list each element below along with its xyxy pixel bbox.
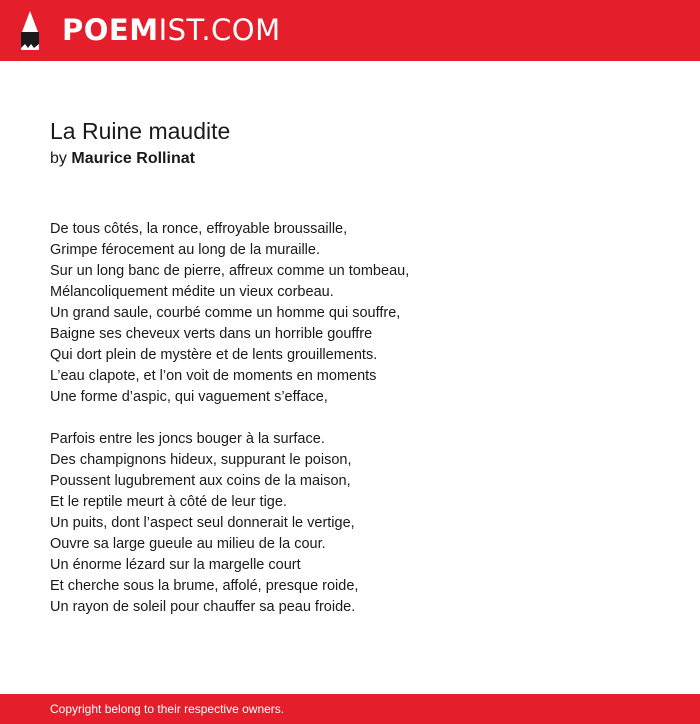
poem-line: L’eau clapote, et l’on voit de moments en moments bbox=[50, 368, 377, 384]
poem-line: Qui dort plein de mystère et de lents grouillements. bbox=[50, 347, 378, 363]
pencil-icon[interactable] bbox=[17, 10, 43, 52]
logo-text-bold: POEM bbox=[62, 13, 159, 47]
copyright-text: Copyright belong to their respective owners. bbox=[50, 702, 285, 716]
site-header bbox=[0, 0, 700, 61]
poem-line: Un énorme lézard sur la margelle court bbox=[50, 557, 301, 573]
site-footer bbox=[0, 694, 700, 724]
poem-line: Une forme d’aspic, qui vaguement s’efface, bbox=[50, 389, 328, 405]
poem-line: De tous côtés, la ronce, effroyable broussaille, bbox=[50, 221, 348, 237]
stanza bbox=[50, 429, 670, 618]
site-logo[interactable] bbox=[62, 13, 281, 47]
poem-line: Parfois entre les joncs bouger à la surface. bbox=[50, 431, 325, 447]
poem-line: Ouvre sa large gueule au milieu de la cour. bbox=[50, 536, 326, 552]
poem-line: Et le reptile meurt à côté de leur tige. bbox=[50, 494, 287, 510]
poem-line: Un puits, dont l’aspect seul donnerait le vertige, bbox=[50, 515, 355, 531]
poem-line: Baigne ses cheveux verts dans un horrible gouffre bbox=[50, 326, 373, 342]
poem-body bbox=[50, 219, 670, 639]
poem-line: Mélancoliquement médite un vieux corbeau. bbox=[50, 284, 334, 300]
poem-line: Sur un long banc de pierre, affreux comme un tombeau, bbox=[50, 263, 410, 279]
poem-title: La Ruine maudite bbox=[50, 118, 231, 144]
poem-line: Un rayon de soleil pour chauffer sa peau froide. bbox=[50, 599, 356, 615]
by-label: by bbox=[50, 150, 67, 167]
stanza bbox=[50, 219, 670, 408]
poem-line: Et cherche sous la brume, affolé, presque roide, bbox=[50, 578, 359, 594]
poem-line: Poussent lugubrement aux coins de la maison, bbox=[50, 473, 351, 489]
poem-line: Grimpe férocement au long de la muraille. bbox=[50, 242, 320, 258]
poem-line: Des champignons hideux, suppurant le poison, bbox=[50, 452, 352, 468]
poem-byline bbox=[50, 149, 195, 169]
author-name: Maurice Rollinat bbox=[71, 150, 195, 167]
poem-line: Un grand saule, courbé comme un homme qui souffre, bbox=[50, 305, 401, 321]
logo-text-light: IST.COM bbox=[158, 13, 281, 47]
